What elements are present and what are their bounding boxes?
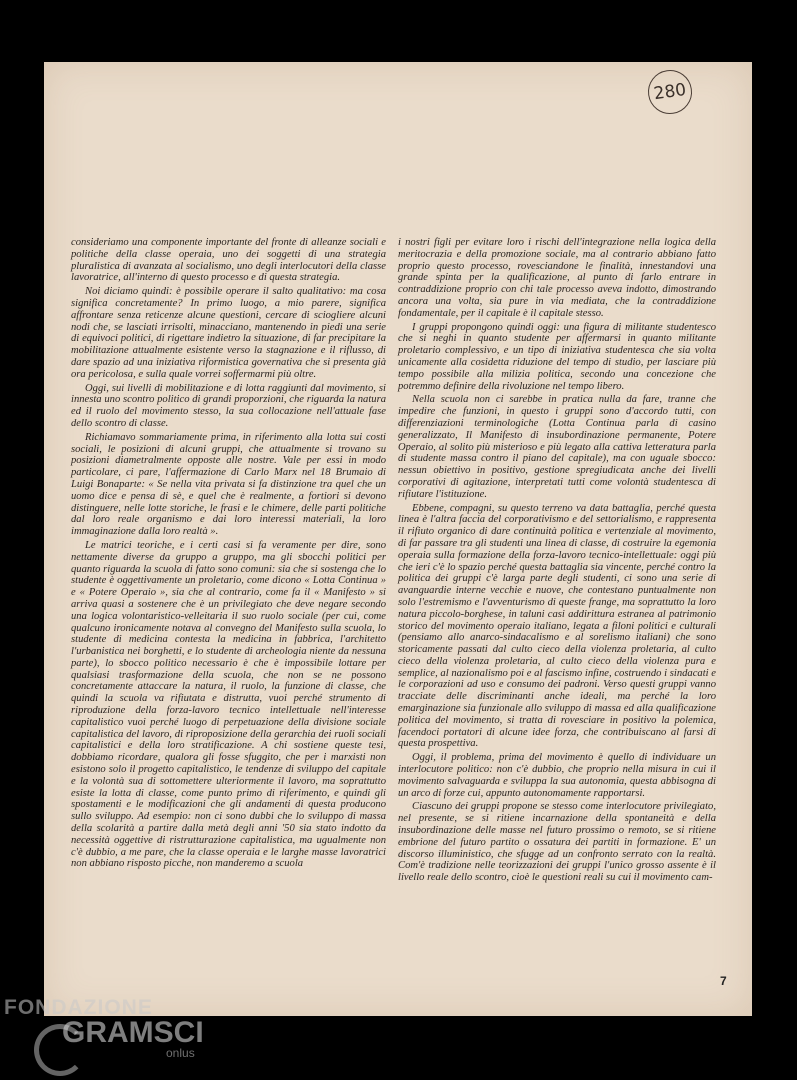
paragraph: Richiamavo sommariamente prima, in riferimento alla lotta sui costi sociali, le posizioni di alcuni gruppi, che attualmente si trovano su posizioni diametralmente opposte alle nostre. Vale per essi in modo particolare, ci pare, l'affermazione di Carlo Marx nel 18 Brumaio di Luigi Bonaparte: « Se nella vita privata si fa distinzione tra quel che un uomo dice e pensa di sè, e quel che è realmente, a fortiori si devono distinguere, nelle lotte storiche, le frasi e le chimere, delle parti politiche dal loro reale organismo e dai loro interessi materiali, la loro immaginazione dalla loro realtà ».	[71, 431, 386, 538]
paragraph: consideriamo una componente importante del fronte di alleanze sociali e politiche della classe operaia, uno dei soggetti di una strategia pluralistica di avanzata al socialismo, uno degli interlocutori della classe lavoratrice, all'interno di questo processo e di questa strategia.	[71, 237, 386, 284]
paragraph: Nella scuola non ci sarebbe in pratica nulla da fare, tranne che impedire che funzioni, in questo i gruppi sono d'accordo tutti, con differenziazioni terminologiche (Lotta Continua parla di casino generalizzato, Il Manifesto di insubordinazione permanente, Potere Operaio, al solito più misterioso e più legato alla cattiva letteratura parla di studente massa contro il piano del capitale), ma con uguale sbocco: nessun obiettivo in positivo, gestione spregiudicata anche dei livelli corporativi di agitazione, interpretati tutti come volontà studentesca di rifiutare l'istituzione.	[398, 394, 716, 500]
paragraph: Ebbene, compagni, su questo terreno va data battaglia, perché questa linea è l'altra faccia del corporativismo e del settorialismo, e rappresenta il rifiuto organico di dare continuità politica e vertenziale al movimento, di far passare tra gli studenti una linea di classe, di costruire la egemonia operaia sulla formazione della forza-lavoro tecnico-intellettuale: oggi più che ieri c'è lo spazio perché questa battaglia sia vincente, perché contro la politica dei gruppi c'è larga parte degli studenti, ci sono una serie di avanguardie interne vecchie e nuove, che contestano puntualmente non solo l'estremismo e l'avventurismo di queste frange, ma soprattutto la loro natura piccolo-borghese, in taluni casi addirittura estranea al patrimonio storico del movimento operaio italiano, legata a filoni politici e culturali (pensiamo allo anarco-sindacalismo e al sorelismo italiani) che sono storicamente passati dal culto cieco della violenza proletaria, al culto cieco della violenza proletaria, al culto cieco della violenza pura e semplice, al nazionalismo poi e al fascismo infine, costruendo i sindacati e le corporazioni ad uso e consumo dei padroni. Verso questi gruppi vanno tracciate delle discriminanti anche ideali, ma perché la loro emarginazione sia funzionale allo sviluppo di massa ed alla qualificazione politica del movimento, si tratta di rovesciare in positivo la polemica, facendoci portatori di alcune idee forza, che contribuiscano al farsi di questa prospettiva.	[398, 502, 716, 750]
left-column	[44, 237, 386, 872]
paragraph: Noi diciamo quindi: è possibile operare il salto qualitativo: ma cosa significa concretamente? In primo luogo, a mio parere, significa affrontare senza reticenze alcune questioni, cercare di sciogliere alcuni nodi che, se lasciati irrisolti, minacciano, mantenendo in piedi una serie di equivoci politici, di rigettare indietro la situazione, di far precipitare la mobilitazione attualmente esistente verso la stagnazione e il riflusso, di dare spazio ad una iniziativa riformistica governativa che si presenta già ora pericolosa, e sulla quale vorrei soffermarmi più oltre.	[71, 286, 386, 380]
right-column	[398, 237, 716, 886]
fondazione-gramsci-watermark	[4, 994, 234, 1074]
paragraph: I gruppi propongono quindi oggi: una figura di militante studentesco che si neghi in quanto studente per affermarsi in quanto militante proletario complessivo, e un tipo di iniziativa studentesca che sia volta unicamente alla cosidetta riduzione del tempo di studio, per lasciare più tempo possibile alla milizia politica, secondo una concezione che potremmo definire della rivoluzione nel tempo libero.	[398, 321, 716, 392]
watermark-line2: GRAMSCI	[62, 1016, 204, 1049]
paragraph: Oggi, sui livelli di mobilitazione e di lotta raggiunti dal movimento, si innesta uno scontro politico di grandi proporzioni, che riguarda la natura ed il ruolo del movimento stesso, la sua collocazione nell'attuale fase dello scontro di classe.	[71, 382, 386, 429]
watermark-line3: onlus	[166, 1046, 195, 1060]
paragraph: Ciascuno dei gruppi propone se stesso come interlocutore privilegiato, nel presente, se si ritiene incarnazione della spontaneità e della insubordinazione delle masse nel futuro prossimo o remoto, se si ritiene embrione del futuro partito o ossatura dei partiti in formazione. E' un discorso illuministico, che sfugge ad un confronto serrato con la realtà. Com'è tradizione nelle teorizzazioni dei gruppi l'unico grosso assente è il livello reale dello scontro, cioè le questioni reali su cui il movimento cam-	[398, 801, 716, 884]
paragraph: Le matrici teoriche, e i certi casi si fa veramente per dire, sono nettamente diverse da gruppo a gruppo, ma gli sbocchi politici per quanto riguarda la scuola di fatto sono comuni: sia che si sostenga che lo studente è oggettivamente un proletario, come dicono « Lotta Continua » e « Potere Operaio », sia che al contrario, come fa il « Manifesto » si arriva quasi a sostenere che è un privilegiato che deve negare secondo una logica volontaristico-velleitaria il suo ruolo sociale (per cui, come qualcuno ironicamente notava al convegno del Manifesto sulla scuola, lo studente di medicina contesta la medicina in fabbrica, l'architetto l'urbanistica nei borghetti, e lo studente di archeologia niente da nessuna parte), lo sbocco politico necessario è che è impossibile lottare per qualsiasi trasformazione della scuola, che non se ne possono concretamente attaccare la natura, il ruolo, la funzione di classe, che quindi la scuola va rifiutata e distrutta, vuoi perché strumento di riproduzione della forza-lavoro tecnico intellettuale nell'interesse capitalistico vuoi perché luogo di perpetuazione della divisione sociale capitalistica del lavoro, di riproposizione della gerarchia dei ruoli sociali capitalistici e della loro stratificazione. A chi sostiene queste tesi, dobbiamo ricordare, qualora gli fosse sfuggito, che per i marxisti non esistono solo il progetto capitalistico, le tendenze di sviluppo del capitale e la volontà sua di sottomettere ulteriormente il lavoro, ma soprattutto esiste la lotta di classe, come punto primo di riferimento, e quindi gli spostamenti e le modificazioni che gli andamenti di questa producono sullo sviluppo. Ad esempio: non ci sono dubbi che lo sviluppo di massa della scolarità a partire dalla metà degli anni '50 sia stato indotto da necessità oggettive di ristrutturazione capitalistica, ma ugualmente non c'è dubbio, a me pare, che la classe operaia e le larghe masse lavoratrici non abbiano risposto picche, non manderemo a scuola	[71, 539, 386, 870]
document-page	[44, 62, 752, 1016]
paragraph: Oggi, il problema, prima del movimento è quello di individuare un interlocutore politico: non c'è dubbio, che proprio nella misura in cui il movimento salvaguarda e sviluppa la sua autonomia, questa abbisogna di un arco di forze cui, appunto autonomamente rapportarsi.	[398, 752, 716, 799]
watermark-line1: FONDAZIONE	[4, 996, 153, 1019]
page-number: 7	[720, 974, 727, 988]
paragraph: i nostri figli per evitare loro i rischi dell'integrazione nella logica della meritocrazia e della promozione sociale, ma al contrario abbiano fatto proprio questo processo, rovesciandone le finalità, innestandovi una grande spinta per la qualificazione, al punto di farlo entrare in contraddizione proprio con chi tale processo aveva indotto, dimostrando ancora una volta, sia pure in via mediata, che la contraddizione fondamentale, per il capitale è il capitale stesso.	[398, 237, 716, 319]
archive-stamp: 280	[645, 67, 695, 117]
